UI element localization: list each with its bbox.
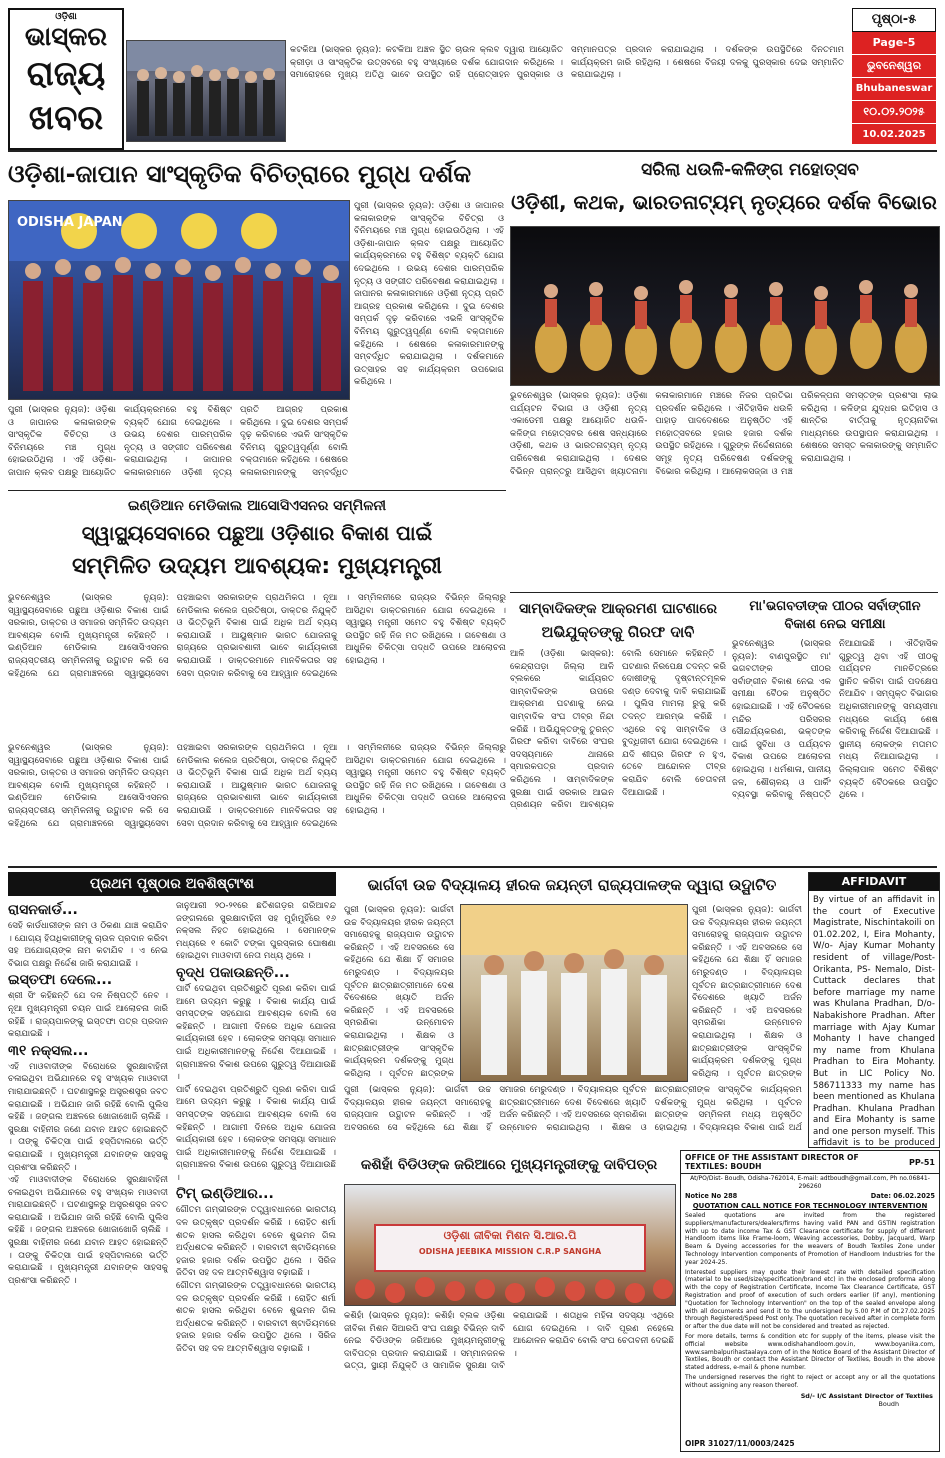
tender-oipr: OIPR 31027/11/0003/2425: [685, 1439, 795, 1448]
naxal-continued-text: ଜାନୁଆରୀ ୨୦-୨୧ରେ ଛତିଶଗଡ଼ର ଗରିଆବନ୍ଦ ଜଙ୍ଗଲରେ ସୁରକ୍ଷାବାହିନୀ ସହ ମୁହାଁମୁହିଁରେ ୧୬ ନକ୍ସଲ ନିହତ ହୋଇଥିଲେ । ସେମାନଙ୍କ ମଧ୍ୟରେ ୧ କୋଟି ଟଙ୍କା ପୁରସ୍କାର ଘୋଷଣା ହୋଇଥିବା ମାଓବାଦୀ ନେତା ମଧ୍ୟ ଥିଲେ ।: [176, 901, 336, 962]
affidavit-text: By virtue of an affidavit in the court of Executive Magistrate, Nischintakoili on 01.02.202, I, Eira Mohanty, W/o- Ajay Kumar Mohanty resident of village/Post- Orikanta, PS- Nemalo, Dist- Cuttack declares that before marriage my name was Khulana Pradhan, D/o- Nabakishore Pradhan. After marriage with Ajay Kumar Mohanty I have changed my name from Khulana Pradhan to Eira Mohanty. But in LIC Policy No. 586711333 my name has been mentioned as Khulana Pradhan. Khulana Pradhan and Eira Mohanty is same and one person myself. This affidavit is to be produced: [813, 895, 935, 1148]
kashi-banner-line1: ଓଡ଼ିଶା ଜୀବିକା ମିଶନ ସି.ଆର.ପି: [443, 1229, 577, 1242]
top-photo-figures: [127, 41, 285, 141]
tender-sign: Sd/- I/C Assistant Director of Textiles: [800, 1391, 933, 1400]
affidavit-box: [808, 872, 940, 1148]
tender-title: QUOTATION CALL NOTICE FOR TECHNOLOGY INTERVENTION: [692, 1202, 928, 1210]
top-photo: [126, 40, 286, 142]
tender-para4: The undersigned reserves the right to reject or accept any or all the quotations without assigning any reason thereof.: [685, 1373, 935, 1389]
bhargabi-text-right: ପୁରୀ (ଭାସ୍କର ନ୍ୟୁଜ): ଭାର୍ଗବୀ ଉଚ୍ଚ ବିଦ୍ୟାଳୟର ହୀରକ ଜୟନ୍ତୀ ସମାରୋହକୁ ରାଜ୍ୟପାଳ ଉଦ୍ଘାଟନ କରିଛନ୍ତି । ଏହି ଅବସରରେ ସେ କହିଥିଲେ ଯେ ଶିକ୍ଷା ହିଁ ସମାଜର ମେରୁଦଣ୍ଡ । ବିଦ୍ୟାଳୟର ପୂର୍ବତନ ଛାତ୍ରଛାତ୍ରୀମାନେ ଦେଶ ବିଦେଶରେ ଖ୍ୟାତି ଅର୍ଜନ କରିଛନ୍ତି । ଏହି ଅବସରରେ ସ୍ମରଣିକା ଉନ୍ମୋଚନ କରାଯାଇଥିଲା । ଶିକ୍ଷକ ଓ ଛାତ୍ରଛାତ୍ରୀଙ୍କ ସାଂସ୍କୃତିକ କାର୍ଯ୍ୟକ୍ରମ ଦର୍ଶକଙ୍କୁ ମୁଗ୍ଧ କରିଥିଲା । ପୂର୍ବତନ ଛାତ୍ରଙ୍କ: [692, 905, 802, 1079]
tender-header: [681, 1151, 939, 1174]
affidavit-title: AFFIDAVIT: [809, 873, 939, 891]
tender-code: PP-51: [908, 1157, 935, 1167]
continued-col1: [8, 900, 168, 1450]
kalinga-headline: ଓଡ଼ିଶୀ, କଥକ, ଭାରତନାଟ୍ୟମ୍ ନୃତ୍ୟରେ ଦର୍ଶକ ବିଭୋର: [511, 190, 937, 214]
old-age-text: ପାର୍ଟି ଦେଇଥିବା ପ୍ରତିଶ୍ରୁତି ପୂରଣ କରିବା ପାଇଁ ଆମେ ଉଦ୍ୟମ କରୁଛୁ । ବିକାଶ କାର୍ଯ୍ୟ ପାଇଁ ସମସ୍ତଙ୍କ ସହଯୋଗ ଆବଶ୍ୟକ ବୋଲି ସେ କହିଛନ୍ତି । ଆଗାମୀ ଦିନରେ ଅଧିକ ଯୋଜନା କାର୍ଯ୍ୟକାରୀ ହେବ । ଲୋକଙ୍କ ସମସ୍ୟା ସମାଧାନ ପାଇଁ ଅଧିକାରୀମାନଙ୍କୁ ନିର୍ଦ୍ଦେଶ ଦିଆଯାଇଛି । ଗ୍ରାମାଞ୍ଚଳର ବିକାଶ ଉପରେ ଗୁରୁତ୍ୱ ଦିଆଯାଉଛି ।: [176, 983, 336, 1083]
journalist-headline-line1: ସାମ୍ବାଦିକଙ୍କ ଆକ୍ରମଣ ଘାଟଣାରେ: [519, 601, 717, 617]
kalinga-dancers: [511, 227, 939, 385]
odisha-japan-banner-text: ODISHA JAPAN: [17, 215, 123, 230]
page-number-odia: ପୃଷ୍ଠା-୫: [852, 8, 936, 32]
page-info-box: [852, 8, 936, 144]
bhargabi-dignitaries: [461, 905, 687, 1081]
kashi-crowd: [345, 1185, 675, 1305]
bhagabati-box: [732, 598, 938, 860]
bhagabati-headline: ମା'ଭଗବତୀଙ୍କ ପୀଠର ସର୍ବାଙ୍ଗୀନ ବିକାଶ ନେଇ ସମୀକ୍ଷା: [749, 599, 921, 632]
naxal-text: ଏହି ମାଓବାଦୀଙ୍କ ବିରୋଧରେ ସୁରକ୍ଷାବାହିନୀ ଚଳାଇଥିବା ଅଭିଯାନରେ ବହୁ ସଂଖ୍ୟକ ମାଓବାଦୀ ମାରାଯାଇଛନ୍ତି । ଘଟଣାସ୍ଥଳରୁ ଅସ୍ତ୍ରଶସ୍ତ୍ର ଜବତ କରାଯାଇଛି । ଅଭିଯାନ ଜାରି ରହିଛି ବୋଲି ପୁଲିସ କହିଛି । ଜଙ୍ଗଲ ଅଞ୍ଚଳରେ ଖୋଜାଖୋଜି ଚାଲିଛି । ସୁରକ୍ଷା ବାହିନୀର ଜଣେ ଯବାନ ଆହତ ହୋଇଛନ୍ତି । ତାଙ୍କୁ ଚିକିତ୍ସା ପାଇଁ ହସ୍ପିଟାଲରେ ଭର୍ତ୍ତି କରାଯାଇଛି । ମୁଖ୍ୟମନ୍ତ୍ରୀ ଯବାନଙ୍କ ସାହସକୁ ପ୍ରଶଂସା କରିଛନ୍ତି ।: [8, 1061, 168, 1173]
odisha-japan-text: ପୁରୀ (ଭାସ୍କର ନ୍ୟୁଜ): ଓଡ଼ିଶା ଓ ଜାପାନର କଳାକାରଙ୍କ ସାଂସ୍କୃତିକ ବିଚିତ୍ରା ଓ ବିନିମୟରେ ମଞ୍ଚ ମୁଗ୍ଧ ହୋଇଉଠିଥିଲା । ଏହି ଓଡ଼ିଶା-ଜାପାନ କ୍ଲବ ପକ୍ଷରୁ ଆୟୋଜିତ କାର୍ଯ୍ୟକ୍ରମରେ ବହୁ ବିଶିଷ୍ଟ ବ୍ୟକ୍ତି ଯୋଗ ଦେଇଥିଲେ । ଉଭୟ ଦେଶର ପାରମ୍ପରିକ ନୃତ୍ୟ ଓ ସଙ୍ଗୀତ ପରିବେଷଣ କରାଯାଇଥିଲା । ଜାପାନର କଳାକାରମାନେ ଓଡ଼ିଶୀ ନୃତ୍ୟ ପ୍ରତି ଆଗ୍ରହ ପ୍ରକାଶ କରିଥିଲେ । ଦୁଇ ଦେଶର ସମ୍ପର୍କ ଦୃଢ଼ କରିବାରେ ଏଭଳି ସାଂସ୍କୃତିକ ବିନିମୟ ଗୁରୁତ୍ୱପୂର୍ଣ୍ଣ ବୋଲି ବକ୍ତାମାନେ କହିଥିଲେ । ଶେଷରେ କଳାକାରମାନଙ୍କୁ ସମ୍ବର୍ଦ୍ଧିତ: [8, 405, 348, 478]
tender-notice: [680, 1150, 940, 1452]
date-odia: ୧୦.୦୨.୨୦୨୫: [852, 101, 936, 124]
odisha-japan-text-right: ପୁରୀ (ଭାସ୍କର ନ୍ୟୁଜ): ଓଡ଼ିଶା ଓ ଜାପାନର କଳାକାରଙ୍କ ସାଂସ୍କୃତିକ ବିଚିତ୍ରା ଓ ବିନିମୟରେ ମଞ୍ଚ ମୁଗ୍ଧ ହୋଇଉଠିଥିଲା । ଏହି ଓଡ଼ିଶା-ଜାପାନ କ୍ଲବ ପକ୍ଷରୁ ଆୟୋଜିତ କାର୍ଯ୍ୟକ୍ରମରେ ବହୁ ବିଶିଷ୍ଟ ବ୍ୟକ୍ତି ଯୋଗ ଦେଇଥିଲେ । ଉଭୟ ଦେଶର ପାରମ୍ପରିକ ନୃତ୍ୟ ଓ ସଙ୍ଗୀତ ପରିବେଷଣ କରାଯାଇଥିଲା । ଜାପାନର କଳାକାରମାନେ ଓଡ଼ିଶୀ ନୃତ୍ୟ ପ୍ରତି ଆଗ୍ରହ ପ୍ରକାଶ କରିଥିଲେ । ଦୁଇ ଦେଶର ସମ୍ପର୍କ ଦୃଢ଼ କରିବାରେ ଏଭଳି ସାଂସ୍କୃତିକ ବିନିମୟ ଗୁରୁତ୍ୱପୂର୍ଣ୍ଣ ବୋଲି ବକ୍ତାମାନେ କହିଥିଲେ । ଶେଷରେ କଳାକାରମାନଙ୍କୁ ସମ୍ବର୍ଦ୍ଧିତ କରାଯାଇଥିଲା । ଦର୍ଶକମାନେ ଉତ୍ସାହର ସହ କାର୍ଯ୍ୟକ୍ରମ ଉପଭୋଗ କରିଥିଲେ ।: [354, 201, 504, 388]
tender-date: Date: 06.02.2025: [870, 1192, 935, 1200]
old-age-text-2: ପାର୍ଟି ଦେଇଥିବା ପ୍ରତିଶ୍ରୁତି ପୂରଣ କରିବା ପାଇଁ ଆମେ ଉଦ୍ୟମ କରୁଛୁ । ବିକାଶ କାର୍ଯ୍ୟ ପାଇଁ ସମସ୍ତଙ୍କ ସହଯୋଗ ଆବଶ୍ୟକ ବୋଲି ସେ କହିଛନ୍ତି । ଆଗାମୀ ଦିନରେ ଅଧିକ ଯୋଜନା କାର୍ଯ୍ୟକାରୀ ହେବ । ଲୋକଙ୍କ ସମସ୍ୟା ସମାଧାନ ପାଇଁ ଅଧିକାରୀମାନଙ୍କୁ ନିର୍ଦ୍ଦେଶ ଦିଆଯାଇଛି । ଗ୍ରାମାଞ୍ଚଳର ବିକାଶ ଉପରେ ଗୁରୁତ୍ୱ ଦିଆଯାଉଛି ।: [176, 1084, 336, 1183]
odisha-japan-photo: [8, 200, 350, 400]
kalinga-photo: [510, 226, 940, 386]
ima-text: ଭୁବନେଶ୍ୱର (ଭାସ୍କର ନ୍ୟୁଜ): ସ୍ୱାସ୍ଥ୍ୟସେବାରେ ପଛୁଆ ଓଡ଼ିଶାର ବିକାଶ ପାଇଁ ସରକାର, ଡାକ୍ତର ଓ ସମାଜର ସମ୍ମିଳିତ ଉଦ୍ୟମ ଆବଶ୍ୟକ ବୋଲି ମୁଖ୍ୟମନ୍ତ୍ରୀ କହିଛନ୍ତି । ଇଣ୍ଡିଆନ ମେଡିକାଲ ଆସୋସିଏସନର ରାଜ୍ୟସ୍ତରୀୟ ସମ୍ମିଳନୀକୁ ଉଦ୍ଘାଟନ କରି ସେ କହିଥିଲେ ଯେ ଗ୍ରାମାଞ୍ଚଳରେ ସ୍ୱାସ୍ଥ୍ୟସେବା ପହଞ୍ଚାଇବା ସରକାରଙ୍କ ପ୍ରାଥମିକତା । ନୂଆ ମେଡିକାଲ କଲେଜ ପ୍ରତିଷ୍ଠା, ଡାକ୍ତର ନିଯୁକ୍ତି ଓ ଭିତ୍ତିଭୂମି ବିକାଶ ପାଇଁ ଅଧିକ ଅର୍ଥ ବ୍ୟୟ କରାଯାଉଛି । ଆୟୁଷ୍ମାନ ଭାରତ ଯୋଜନାକୁ ରାଜ୍ୟରେ ପ୍ରଭାବଶାଳୀ ଭାବେ କାର୍ଯ୍ୟକାରୀ କରାଯାଉଛି । ଡାକ୍ତରମାନେ ମାନବିକତାର ସହ ସେବା ପ୍ରଦାନ କରିବାକୁ ସେ ଆହ୍ୱାନ ଦେଇଥିଲେ । ସମ୍ମିଳନୀରେ ରାଜ୍ୟର ବିଭିନ୍ନ ଜିଲ୍ଲାରୁ ଆସିଥିବା ଡାକ୍ତରମାନେ ଯୋଗ ଦେଇଥିଲେ । ସ୍ୱାସ୍ଥ୍ୟ ମନ୍ତ୍ରୀ ସମେତ ବହୁ ବିଶିଷ୍ଟ ବ୍ୟକ୍ତି ଉପସ୍ଥିତ ରହି ନିଜ ମତ ରଖିଥିଲେ । ଗବେଷଣା ଓ ଆଧୁନିକ ଚିକିତ୍ସା ପଦ୍ଧତି ଉପରେ ଆଲୋଚନା ହୋଇଥିଲା ।: [8, 593, 506, 679]
divider-2: [510, 592, 938, 593]
ima-kicker: ଇଣ୍ଡିଆନ ମେଡିକାଲ ଆସୋସିଏସନର ସମ୍ମିଳନୀ: [127, 498, 387, 514]
tender-address: At/PO/Dist- Boudh, Odisha-762014, E-mail: adtboudh@gmail.com, Ph no.06841-296260: [690, 1175, 930, 1190]
continued-header: ପ୍ରଥମ ପୃଷ୍ଠାର ଅବଶିଷ୍ଟାଂଶ: [8, 872, 336, 896]
divider-1: [8, 490, 506, 491]
kashi-photo: [344, 1184, 676, 1306]
tender-para2: Interested suppliers may quote their lowest rate with detailed specification (material to be used/size/specification/brand etc) in the enclosed proforma along with the copy of Registration Certificate, Income Tax Clearance Certificate, GST Registration and proof of execution of such orders earlier (if any), mentioning "Quotation for Technology Intervention" on the top of the sealed envelope along with all documents and send it to the undersigned by 5.00 P.M of Dt.27.02.2025 through Registered/Speed Post only. The quotation received after in complete form or after the due date will not be considered and treated as rejected.: [685, 1268, 935, 1331]
journalist-text: ଆଳି (ଓଡ଼ିଶା ଭାସ୍କର): କେନ୍ଦ୍ରାପଡ଼ା ଜିଲ୍ଲା ଆଳି ବ୍ଲକରେ କାର୍ଯ୍ୟରତ ସାମ୍ବାଦିକଙ୍କ ଉପରେ ଆକ୍ରମଣ ଘଟଣାକୁ ନେଇ ସାମ୍ବାଦିକ ସଂଘ ତୀବ୍ର ନିନ୍ଦା କରିଛି । ଅଭିଯୁକ୍ତଙ୍କୁ ତୁରନ୍ତ ଗିରଫ କରିବା ଦାବିରେ ସଂଘର ସଦସ୍ୟମାନେ ଥାନାରେ ସ୍ମାରକପତ୍ର ପ୍ରଦାନ କରିଥିଲେ । ସାମ୍ବାଦିକଙ୍କ ସୁରକ୍ଷା ପାଇଁ ସରକାର ଆଇନ ପ୍ରଣୟନ କରିବା ଆବଶ୍ୟକ ବୋଲି ସେମାନେ କହିଛନ୍ତି । ଘଟଣାର ନିରପେକ୍ଷ ତଦନ୍ତ କରି ଦୋଷୀଙ୍କୁ ଦୃଷ୍ଟାନ୍ତମୂଳକ ଦଣ୍ଡ ଦେବାକୁ ଦାବି କରାଯାଇଛି । ପୁଲିସ ମାମଲା ରୁଜୁ କରି ତଦନ୍ତ ଆରମ୍ଭ କରିଛି । ଏଥିରେ ବହୁ ସାମ୍ବାଦିକ ଓ ବୁଦ୍ଧିଜୀବୀ ଯୋଗ ଦେଇଥିଲେ । ଯଦି ଶୀଘ୍ର ଗିରଫ ନ ହୁଏ, ତେବେ ଆନ୍ଦୋଳନ ତୀବ୍ର କରାଯିବ ବୋଲି ଚେତାବନୀ ଦିଆଯାଇଛି ।: [510, 649, 726, 811]
top-story-text: କଟକିଆ (ଭାସ୍କର ନ୍ୟୁଜ): କଟକିଆ ଅଞ୍ଚଳ ସ୍ଥିତ ଚାଉଳ କ୍ଲବ ଦ୍ୱାରା ଆୟୋଜିତ କ୍ରୀଡ଼ା ଓ ସାଂସ୍କୃତିକ ଉତ୍ସବରେ ବହୁ ସଂଖ୍ୟାରେ ଦର୍ଶକ ଯୋଗଦାନ କରିଥିଲେ । ସମାରୋହରେ ମୁଖ୍ୟ ଅତିଥି ଭାବେ ଉପସ୍ଥିତ ରହି ପ୍ରୋତ୍ସାହନ ପୁରସ୍କାର ଓ ସମ୍ମାନପତ୍ର ପ୍ରଦାନ କରାଯାଇଥିଲା । ଦର୍ଶକଙ୍କ ଉପସ୍ଥିତିରେ ଦିନତମାମ କାର୍ଯ୍ୟକ୍ରମ ଜାରି ରହିଥିଲା । ଶେଷରେ ବିଜୟୀ ଦଳକୁ ପୁରସ୍କାର ଦେଇ ସମ୍ମାନିତ କରାଯାଇଥିଲା ।: [290, 45, 844, 81]
naxal-text-2: ଏହି ମାଓବାଦୀଙ୍କ ବିରୋଧରେ ସୁରକ୍ଷାବାହିନୀ ଚଳାଇଥିବା ଅଭିଯାନରେ ବହୁ ସଂଖ୍ୟକ ମାଓବାଦୀ ମାରାଯାଇଛନ୍ତି । ଘଟଣାସ୍ଥଳରୁ ଅସ୍ତ୍ରଶସ୍ତ୍ର ଜବତ କରାଯାଇଛି । ଅଭିଯାନ ଜାରି ରହିଛି ବୋଲି ପୁଲିସ କହିଛି । ଜଙ୍ଗଲ ଅଞ୍ଚଳରେ ଖୋଜାଖୋଜି ଚାଲିଛି । ସୁରକ୍ଷା ବାହିନୀର ଜଣେ ଯବାନ ଆହତ ହୋଇଛନ୍ତି । ତାଙ୍କୁ ଚିକିତ୍ସା ପାଇଁ ହସ୍ପିଟାଲରେ ଭର୍ତ୍ତି କରାଯାଇଛି । ମୁଖ୍ୟମନ୍ତ୍ରୀ ଯବାନଙ୍କ ସାହସକୁ ପ୍ରଶଂସା କରିଛନ୍ତି ।: [8, 1175, 168, 1286]
divider-3: [8, 866, 937, 868]
tender-para1: Sealed quotations are invited from the registered suppliers/manufacturers/dealers/firms having valid PAN and GSTIN registration with up to date income Tax & GST Clearance certificate for supply of different Handloom items like Frame-loom, Weaving accessories, Dobby, Jacquard, Warp Beam & Dyeing accessories for the weavers of Boudh Textiles Zone under Technology Intervention components of Promotion of Handloom Industries for the year 2024-25.: [685, 1212, 935, 1266]
team-india-text-2: ଗୌତମ ଗମ୍ଭୀରଙ୍କ ତତ୍ତ୍ୱାବଧାନରେ ଭାରତୀୟ ଦଳ ଉତ୍କୃଷ୍ଟ ପ୍ରଦର୍ଶନ କରିଛି । ରୋହିତ ଶର୍ମା ଶତକ ହାସଲ କରିଥିବା ବେଳେ ଶୁଭମନ ଗିଲ ଅର୍ଦ୍ଧଶତକ କରିଛନ୍ତି । ବାରବାଟୀ ଷ୍ଟାଡିୟମରେ ହଜାର ହଜାର ଦର୍ଶକ ଉପସ୍ଥିତ ଥିଲେ । ସିରିଜ ଜିତିବା ସହ ଦଳ ଆତ୍ମବିଶ୍ୱାସ ବଢ଼ାଇଛି ।: [176, 1281, 336, 1354]
tender-office: OFFICE OF THE ASSISTANT DIRECTOR OF TEXTILES: BOUDH: [685, 1153, 859, 1171]
page-number-en: Page-5: [852, 32, 936, 55]
journalist-box: [510, 598, 726, 860]
bhagabati-text: ଭୁବନେଶ୍ୱର (ଭାସ୍କର ନ୍ୟୁଜ): ବାଣପୁରସ୍ଥିତ ମା' ଭଗବତୀଙ୍କ ପୀଠର ସର୍ବାଙ୍ଗୀନ ବିକାଶ ନେଇ ଏକ ସମୀକ୍ଷା ବୈଠକ ଅନୁଷ୍ଠିତ ହୋଇଯାଇଛି । ଏହି ବୈଠକରେ ମନ୍ଦିର ପରିସରର ସୌନ୍ଦର୍ଯ୍ୟକରଣ, ଭକ୍ତଙ୍କ ପାଇଁ ସୁବିଧା ଓ ପର୍ଯ୍ୟଟନ ବିକାଶ ଉପରେ ଆଲୋଚନା ହୋଇଥିଲା । ଧର୍ମଶାଳା, ପାନୀୟ ଜଳ, ଶୌଚାଳୟ ଓ ପାର୍କିଂ ବ୍ୟବସ୍ଥା କରିବାକୁ ନିଷ୍ପତ୍ତି ନିଆଯାଇଛି । ଐତିହାସିକ ଗୁରୁତ୍ୱ ଥିବା ଏହି ପୀଠକୁ ପର୍ଯ୍ୟଟନ ମାନଚିତ୍ରରେ ସ୍ଥାନିତ କରିବା ପାଇଁ ପଦକ୍ଷେପ ନିଆଯିବ । ସମ୍ପୃକ୍ତ ବିଭାଗର ଅଧିକାରୀମାନଙ୍କୁ ସମୟସୀମା ମଧ୍ୟରେ କାର୍ଯ୍ୟ ଶେଷ କରିବାକୁ ନିର୍ଦ୍ଦେଶ ଦିଆଯାଇଛି । ସ୍ଥାନୀୟ ଲୋକଙ୍କ ମତାମତ ମଧ୍ୟ ନିଆଯାଇଥିଲା । ଜିଲ୍ଲାପାଳ ସମେତ ବିଶିଷ୍ଟ ବ୍ୟକ୍ତି ବୈଠକରେ ଉପସ୍ଥିତ ଥିଲେ ।: [732, 639, 938, 801]
masthead-small: ଓଡ଼ିଶା: [55, 12, 77, 22]
odisha-japan-headline: ଓଡ଼ିଶା-ଜାପାନ ସାଂସ୍କୃତିକ ବିଚିତ୍ରାରେ ମୁଗ୍ଧ ଦର୍ଶକ: [8, 160, 472, 188]
tender-sign-place: Boudh: [878, 1399, 899, 1408]
date-en: 10.02.2025: [862, 129, 926, 140]
old-age-title: ବୃଦ୍ଧ ପକାଉଛନ୍ତି...: [176, 964, 290, 981]
masthead-logo: [8, 8, 124, 150]
resign-text: ଶ୍ରୀ ସିଂ କହିଛନ୍ତି ଯେ ଦଳ ନିଷ୍ପତ୍ତି ନେବ । ନୂଆ ମୁଖ୍ୟମନ୍ତ୍ରୀ ଚୟନ ପାଇଁ ଆଲୋଚନା ଜାରି ରହିଛି । ରାଜ୍ୟପାଳଙ୍କୁ ଇସ୍ତଫା ପତ୍ର ପ୍ରଦାନ କରାଯାଇଛି ।: [8, 991, 168, 1040]
masthead-brand-line1: ଭାସ୍କର: [24, 22, 108, 52]
team-india-text: ଗୌତମ ଗମ୍ଭୀରଙ୍କ ତତ୍ତ୍ୱାବଧାନରେ ଭାରତୀୟ ଦଳ ଉତ୍କୃଷ୍ଟ ପ୍ରଦର୍ଶନ କରିଛି । ରୋହିତ ଶର୍ମା ଶତକ ହାସଲ କରିଥିବା ବେଳେ ଶୁଭମନ ଗିଲ ଅର୍ଦ୍ଧଶତକ କରିଛନ୍ତି । ବାରବାଟୀ ଷ୍ଟାଡିୟମରେ ହଜାର ହଜାର ଦର୍ଶକ ଉପସ୍ଥିତ ଥିଲେ । ସିରିଜ ଜିତିବା ସହ ଦଳ ଆତ୍ମବିଶ୍ୱାସ ବଢ଼ାଇଛି ।: [176, 1205, 336, 1279]
bhargabi-text-bottom: ପୁରୀ (ଭାସ୍କର ନ୍ୟୁଜ): ଭାର୍ଗବୀ ଉଚ୍ଚ ବିଦ୍ୟାଳୟର ହୀରକ ଜୟନ୍ତୀ ସମାରୋହକୁ ରାଜ୍ୟପାଳ ଉଦ୍ଘାଟନ କରିଛନ୍ତି । ଏହି ଅବସରରେ ସେ କହିଥିଲେ ଯେ ଶିକ୍ଷା ହିଁ ସମାଜର ମେରୁଦଣ୍ଡ । ବିଦ୍ୟାଳୟର ପୂର୍ବତନ ଛାତ୍ରଛାତ୍ରୀମାନେ ଦେଶ ବିଦେଶରେ ଖ୍ୟାତି ଅର୍ଜନ କରିଛନ୍ତି । ଏହି ଅବସରରେ ସ୍ମରଣିକା ଉନ୍ମୋଚନ କରାଯାଇଥିଲା । ଶିକ୍ଷକ ଓ ଛାତ୍ରଛାତ୍ରୀଙ୍କ ସାଂସ୍କୃତିକ କାର୍ଯ୍ୟକ୍ରମ ଦର୍ଶକଙ୍କୁ ମୁଗ୍ଧ କରିଥିଲା । ପୂର୍ବତନ ଛାତ୍ରଙ୍କ ସମ୍ମିଳନୀ ମଧ୍ୟ ଅନୁଷ୍ଠିତ ହୋଇଥିଲା । ବିଦ୍ୟାଳୟର ବିକାଶ ପାଇଁ ଅର୍ଥ: [344, 1085, 802, 1133]
team-india-title: ଟିମ୍ ଇଣ୍ଡିଆର...: [176, 1186, 274, 1203]
bhargabi-headline: ଭାର୍ଗବୀ ଉଚ୍ଚ ବିଦ୍ୟାଳୟ ହୀରକ ଜୟନ୍ତୀ ରାଜ୍ୟପାଳଙ୍କ ଦ୍ୱାରା ଉଦ୍ଘାଟିତ: [367, 876, 777, 894]
masthead-brand-line3: ଖବର: [28, 98, 104, 138]
ima-text-2: ଭୁବନେଶ୍ୱର (ଭାସ୍କର ନ୍ୟୁଜ): ସ୍ୱାସ୍ଥ୍ୟସେବାରେ ପଛୁଆ ଓଡ଼ିଶାର ବିକାଶ ପାଇଁ ସରକାର, ଡାକ୍ତର ଓ ସମାଜର ସମ୍ମିଳିତ ଉଦ୍ୟମ ଆବଶ୍ୟକ ବୋଲି ମୁଖ୍ୟମନ୍ତ୍ରୀ କହିଛନ୍ତି । ଇଣ୍ଡିଆନ ମେଡିକାଲ ଆସୋସିଏସନର ରାଜ୍ୟସ୍ତରୀୟ ସମ୍ମିଳନୀକୁ ଉଦ୍ଘାଟନ କରି ସେ କହିଥିଲେ ଯେ ଗ୍ରାମାଞ୍ଚଳରେ ସ୍ୱାସ୍ଥ୍ୟସେବା ପହଞ୍ଚାଇବା ସରକାରଙ୍କ ପ୍ରାଥମିକତା । ନୂଆ ମେଡିକାଲ କଲେଜ ପ୍ରତିଷ୍ଠା, ଡାକ୍ତର ନିଯୁକ୍ତି ଓ ଭିତ୍ତିଭୂମି ବିକାଶ ପାଇଁ ଅଧିକ ଅର୍ଥ ବ୍ୟୟ କରାଯାଉଛି । ଆୟୁଷ୍ମାନ ଭାରତ ଯୋଜନାକୁ ରାଜ୍ୟରେ ପ୍ରଭାବଶାଳୀ ଭାବେ କାର୍ଯ୍ୟକାରୀ କରାଯାଉଛି । ଡାକ୍ତରମାନେ ମାନବିକତାର ସହ ସେବା ପ୍ରଦାନ କରିବାକୁ ସେ ଆହ୍ୱାନ ଦେଇଥିଲେ । ସମ୍ମିଳନୀରେ ରାଜ୍ୟର ବିଭିନ୍ନ ଜିଲ୍ଲାରୁ ଆସିଥିବା ଡାକ୍ତରମାନେ ଯୋଗ ଦେଇଥିଲେ । ସ୍ୱାସ୍ଥ୍ୟ ମନ୍ତ୍ରୀ ସମେତ ବହୁ ବିଶିଷ୍ଟ ବ୍ୟକ୍ତି ଉପସ୍ଥିତ ରହି ନିଜ ମତ ରଖିଥିଲେ । ଗବେଷଣା ଓ ଆଧୁନିକ ଚିକିତ୍ସା ପଦ୍ଧତି ଉପରେ ଆଲୋଚନା ହୋଇଥିଲା ।: [8, 743, 506, 829]
kalinga-text: ଭୁବନେଶ୍ୱର (ଭାସ୍କର ନ୍ୟୁଜ): ଓଡ଼ିଶା ପର୍ଯ୍ୟଟନ ବିଭାଗ ଓ ଓଡ଼ିଶୀ ନୃତ୍ୟ ଏକାଡେମୀ ପକ୍ଷରୁ ଆୟୋଜିତ ଧଉଳି-କଳିଙ୍ଗ ମହୋତ୍ସବର ଶେଷ ସନ୍ଧ୍ୟାରେ ଓଡ଼ିଶୀ, କଥକ ଓ ଭାରତନାଟ୍ୟମ୍ ନୃତ୍ୟ ପରିବେଷଣ କରାଯାଇଥିଲା । ଦେଶର ବିଭିନ୍ନ ପ୍ରାନ୍ତରୁ ଆସିଥିବା ଖ୍ୟାତନାମା କଳାକାରମାନେ ମଞ୍ଚରେ ନିଜର ପ୍ରତିଭା ପ୍ରଦର୍ଶନ କରିଥିଲେ । ଐତିହାସିକ ଧଉଳି ପାହାଡ଼ ପାଦଦେଶରେ ଅନୁଷ୍ଠିତ ଏହି ମହୋତ୍ସବରେ ହଜାର ହଜାର ଦର୍ଶକ ଉପସ୍ଥିତ ରହିଥିଲେ । ଗୁରୁଙ୍କ ନିର୍ଦ୍ଦେଶନାରେ ସମୂହ ନୃତ୍ୟ ପରିବେଷଣ ଦର୍ଶକଙ୍କୁ ବିଭୋର କରିଥିଲା । ଆଲୋକସଜ୍ଜା ଓ ମଞ୍ଚ ପରିକଳ୍ପନା ସମସ୍ତଙ୍କ ପ୍ରଶଂସା ଲାଭ କରିଥିଲା । କଳିଙ୍ଗ ଯୁଦ୍ଧର ଇତିହାସ ଓ ଶାନ୍ତିର ବାର୍ତ୍ତାକୁ ନୃତ୍ୟନାଟିକା ମାଧ୍ୟମରେ ଉପସ୍ଥାପନ କରାଯାଇଥିଲା । ଶେଷରେ ସମସ୍ତ କଳାକାରଙ୍କୁ ସମ୍ମାନିତ କରାଯାଇଥିଲା ।: [510, 391, 938, 477]
ima-headline-2: ସମ୍ମିଳିତ ଉଦ୍ୟମ ଆବଶ୍ୟକ: ମୁଖ୍ୟମନ୍ତ୍ରୀ: [72, 554, 442, 579]
naxal-title: ୩୧ ନକ୍ସଲ...: [8, 1042, 89, 1059]
kashi-banner-line2: ODISHA JEEBIKA MISSION C.R.P SANGHA: [418, 1247, 602, 1256]
kashi-headline: କଶିହାଁ ବିଡିଓଙ୍କ ଜରିଆରେ ମୁଖ୍ୟମନ୍ତ୍ରୀଙ୍କୁ ଦାବିପତ୍ର: [360, 1157, 658, 1173]
ration-title: ରାସନକାର୍ଡ...: [8, 902, 78, 918]
odisha-japan-stage: [9, 201, 349, 399]
resign-title: ଇସ୍ତଫା ଦେଲେ...: [8, 972, 113, 989]
ration-text: ସେହି କାର୍ଡଧାରୀଙ୍କ ନାମ ଓ ଠିକଣା ଯାଞ୍ଚ କରାଯିବ । ଯୋଗ୍ୟ ହିତାଧିକାରୀଙ୍କୁ ଚାଉଳ ପ୍ରଦାନ କରିବା ସହ ଅଯୋଗ୍ୟଙ୍କ ନାମ କଟାଯିବ । ଏ ନେଇ ବିଭାଗ ପକ୍ଷରୁ ନିର୍ଦ୍ଦେଶ ଜାରି କରାଯାଇଛି ।: [8, 921, 168, 969]
city-en: Bhubaneswar: [852, 78, 936, 101]
tender-meta: [681, 1192, 939, 1200]
continued-col2: [176, 900, 336, 1450]
masthead-brand-line2: ରାଜ୍ୟ: [26, 54, 106, 94]
ima-headline-1: ସ୍ୱାସ୍ଥ୍ୟସେବାରେ ପଛୁଆ ଓଡ଼ିଶାର ବିକାଶ ପାଇଁ: [81, 521, 433, 545]
journalist-headline-line2: ଅଭିଯୁକ୍ତଙ୍କୁ ଗିରଫ ଦାବି: [541, 623, 695, 641]
tender-notice-no: Notice No 288: [685, 1192, 738, 1200]
masthead-divider: [8, 150, 937, 152]
bhargabi-text-left: ପୁରୀ (ଭାସ୍କର ନ୍ୟୁଜ): ଭାର୍ଗବୀ ଉଚ୍ଚ ବିଦ୍ୟାଳୟର ହୀରକ ଜୟନ୍ତୀ ସମାରୋହକୁ ରାଜ୍ୟପାଳ ଉଦ୍ଘାଟନ କରିଛନ୍ତି । ଏହି ଅବସରରେ ସେ କହିଥିଲେ ଯେ ଶିକ୍ଷା ହିଁ ସମାଜର ମେରୁଦଣ୍ଡ । ବିଦ୍ୟାଳୟର ପୂର୍ବତନ ଛାତ୍ରଛାତ୍ରୀମାନେ ଦେଶ ବିଦେଶରେ ଖ୍ୟାତି ଅର୍ଜନ କରିଛନ୍ତି । ଏହି ଅବସରରେ ସ୍ମରଣିକା ଉନ୍ମୋଚନ କରାଯାଇଥିଲା । ଶିକ୍ଷକ ଓ ଛାତ୍ରଛାତ୍ରୀଙ୍କ ସାଂସ୍କୃତିକ କାର୍ଯ୍ୟକ୍ରମ ଦର୍ଶକଙ୍କୁ ମୁଗ୍ଧ କରିଥିଲା । ପୂର୍ବତନ ଛାତ୍ରଙ୍କ: [344, 905, 454, 1079]
tender-para3: For more details, terms & condition etc for supply of the items, please visit the official website www.odishahandloom.gov.in, www.boyanika.com, www.sambalpurihastaalaya.com of in the Notice Board of the Assistant Director of Textiles, Boudh or contact the Assistant Director of Textiles, Boudh in the above stated address, e-mail & phone number.: [685, 1332, 935, 1372]
kashi-text: କଶିହାଁ (ଭାସ୍କର ନ୍ୟୁଜ): କଶିହାଁ ବ୍ଲକ ଓଡ଼ିଶା ଜୀବିକା ମିଶନ ସିଆରପି ସଂଘ ପକ୍ଷରୁ ବିଭିନ୍ନ ଦାବି ନେଇ ବିଡିଓଙ୍କ ଜରିଆରେ ମୁଖ୍ୟମନ୍ତ୍ରୀଙ୍କୁ ଦାବିପତ୍ର ପ୍ରଦାନ କରାଯାଇଛି । ସମ୍ମାନଜନକ ଭତ୍ତା, ସ୍ଥାୟୀ ନିଯୁକ୍ତି ଓ ସାମାଜିକ ସୁରକ୍ଷା ଦାବି କରାଯାଇଛି । ଶତାଧିକ ମହିଳା ସଦସ୍ୟା ଏଥିରେ ଯୋଗ ଦେଇଥିଲେ । ଦାବି ପୂରଣ ନହେଲେ ଆନ୍ଦୋଳନ କରାଯିବ ବୋଲି ସଂଘ ଚେତାବନୀ ଦେଇଛି ।: [344, 1311, 674, 1372]
kalinga-kicker: ସରିଲା ଧଉଳି-କଳିଙ୍ଗ ମହୋତ୍ସବ: [641, 160, 859, 180]
bhargabi-photo: [460, 904, 688, 1082]
city-odia: ଭୁବନେଶ୍ୱର: [852, 55, 936, 78]
